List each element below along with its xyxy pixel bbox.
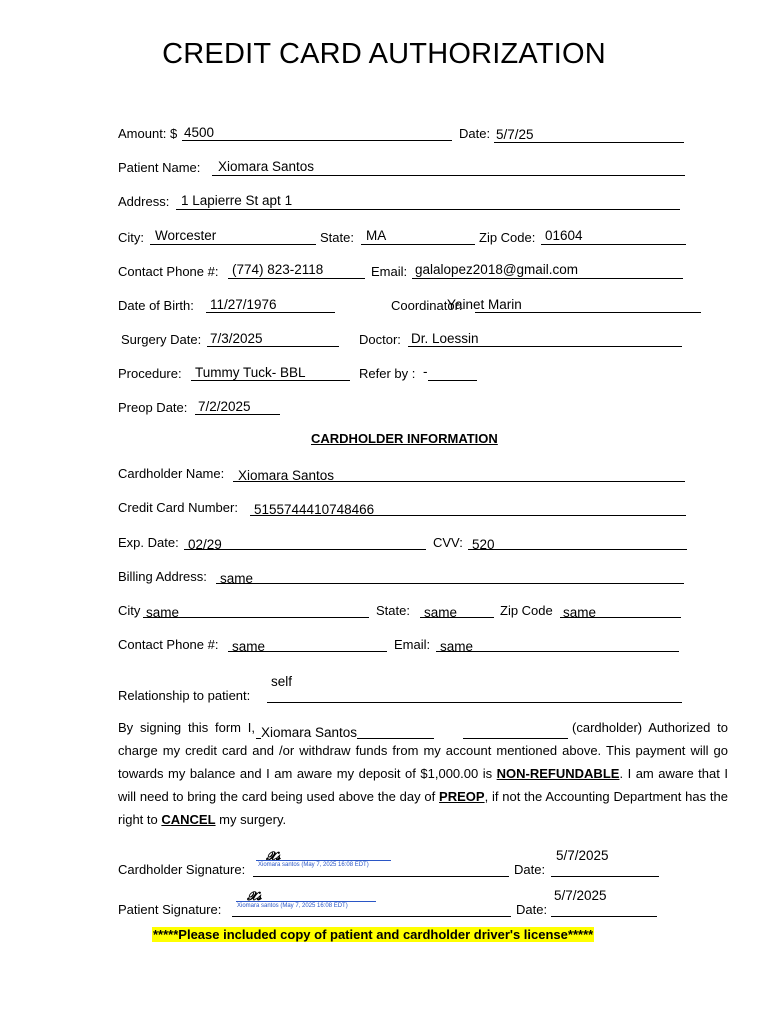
doctor-value[interactable]: Dr. Loessin: [411, 331, 479, 346]
card-number-label: Credit Card Number:: [118, 500, 238, 515]
address-label: Address:: [118, 194, 170, 209]
card-number-value[interactable]: 5155744410748466: [254, 502, 375, 517]
preop-text: PREOP: [439, 789, 485, 804]
exp-value[interactable]: 02/29: [188, 537, 222, 552]
cardholder-name-line: [233, 481, 685, 482]
cvv-label: CVV:: [433, 535, 463, 550]
refer-value[interactable]: -: [423, 364, 428, 379]
ch-phone-value[interactable]: same: [232, 639, 266, 654]
dob-label: Date of Birth:: [118, 298, 194, 313]
zip-line: [541, 244, 686, 245]
date-value[interactable]: 5/7/25: [496, 127, 534, 142]
dob-line: [206, 312, 335, 313]
cardholder-signature-mark: 𝓧𝓼: [266, 849, 281, 863]
amount-label: Amount: $: [118, 126, 178, 141]
phone-label: Contact Phone #:: [118, 264, 219, 279]
cardholder-signature-line[interactable]: [253, 876, 509, 877]
cardholder-signature-stamp: Xiomara santos (May 7, 2025 16:08 EDT): [258, 862, 369, 868]
ch-city-value[interactable]: same: [146, 605, 180, 620]
doctor-label: Doctor:: [359, 332, 401, 347]
card-number-line: [250, 515, 686, 516]
agreement-body: (cardholder) Authorized to charge my credit card and /or withdraw funds from my account mentioned above. This payment will go towards my balance and I am aware my deposit of $1,000.00 is: [118, 720, 728, 781]
page-title: CREDIT CARD AUTHORIZATION: [162, 38, 606, 70]
ch-state-line: [420, 617, 494, 618]
doctor-line: [408, 346, 682, 347]
patient-name-value[interactable]: Xiomara Santos: [218, 159, 315, 174]
relationship-label: Relationship to patient:: [118, 688, 251, 703]
cardholder-name-value[interactable]: Xiomara Santos: [238, 468, 335, 483]
exp-line: [184, 549, 426, 550]
ch-zip-line: [560, 617, 681, 618]
billing-line: [216, 583, 684, 584]
email-line: [412, 278, 683, 279]
dob-value[interactable]: 11/27/1976: [210, 297, 277, 312]
patient-signature-underline: [236, 901, 376, 902]
amount-value[interactable]: 4500: [184, 125, 215, 140]
non-refundable-text: NON-REFUNDABLE: [496, 766, 620, 781]
ch-email-value[interactable]: same: [440, 639, 474, 654]
amount-line: [182, 140, 452, 141]
surgery-date-label: Surgery Date:: [121, 332, 202, 347]
agreement-part2: . I am aware that I will need to bring the card being used above the day of: [118, 766, 728, 804]
coordinator-label: Coordinator:: [391, 298, 463, 313]
patient-date-label: Date:: [516, 902, 548, 917]
patient-signature-label: Patient Signature:: [118, 902, 222, 917]
patient-date-line: [551, 916, 657, 917]
cardholder-signature-underline: [256, 860, 391, 861]
surgery-date-line: [207, 346, 339, 347]
ch-state-value[interactable]: same: [424, 605, 458, 620]
patient-date-value[interactable]: 5/7/2025: [554, 888, 607, 903]
cardholder-signature-label: Cardholder Signature:: [118, 862, 246, 877]
address-value[interactable]: 1 Lapierre St apt 1: [181, 193, 293, 208]
procedure-line: [191, 380, 350, 381]
date-line: [494, 142, 684, 143]
state-line: [361, 244, 475, 245]
cvv-line: [468, 549, 687, 550]
patient-name-line: [212, 175, 685, 176]
preop-label: Preop Date:: [118, 400, 188, 415]
cardholder-name-label: Cardholder Name:: [118, 466, 225, 481]
agreement-part3: , if not the Accounting Department has the right to: [118, 789, 729, 827]
cardholder-header: CARDHOLDER INFORMATION: [311, 431, 498, 446]
email-value[interactable]: galalopez2018@gmail.com: [415, 262, 579, 277]
agreement-lead: By signing this form I,: [118, 720, 256, 735]
agreement-part4: my surgery.: [219, 812, 287, 827]
ch-city-label: City: [118, 603, 141, 618]
agreement-name[interactable]: Xiomara Santos: [261, 725, 358, 740]
preop-line: [195, 414, 280, 415]
city-value[interactable]: Worcester: [155, 228, 217, 243]
ch-phone-line: [228, 651, 387, 652]
date-label: Date:: [459, 126, 491, 141]
city-line: [150, 244, 316, 245]
license-notice: *****Please included copy of patient and cardholder driver's license*****: [153, 927, 594, 942]
procedure-value[interactable]: Tummy Tuck- BBL: [195, 365, 306, 380]
phone-value[interactable]: (774) 823-2118: [232, 262, 324, 277]
cancel-text: CANCEL: [161, 812, 216, 827]
state-label: State:: [320, 230, 354, 245]
zip-value[interactable]: 01604: [545, 228, 583, 243]
relationship-line: [267, 702, 682, 703]
cvv-value[interactable]: 520: [472, 537, 495, 552]
ch-email-label: Email:: [394, 637, 431, 652]
coordinator-value[interactable]: Yainet Marin: [447, 297, 522, 312]
cardholder-date-line: [551, 876, 659, 877]
patient-signature-line[interactable]: [232, 916, 511, 917]
patient-signature-stamp: Xiomara santos (May 7, 2025 16:08 EDT): [237, 903, 348, 909]
agreement-paragraph: [118, 716, 728, 831]
ch-phone-label: Contact Phone #:: [118, 637, 219, 652]
relationship-value[interactable]: self: [271, 674, 293, 689]
exp-label: Exp. Date:: [118, 535, 179, 550]
refer-label: Refer by :: [359, 366, 416, 381]
billing-label: Billing Address:: [118, 569, 207, 584]
procedure-label: Procedure:: [118, 366, 182, 381]
address-line: [176, 209, 680, 210]
state-value[interactable]: MA: [366, 228, 387, 243]
email-label: Email:: [371, 264, 408, 279]
ch-city-line: [143, 617, 369, 618]
patient-signature-mark: 𝓧𝓼: [247, 889, 262, 903]
cardholder-date-value[interactable]: 5/7/2025: [556, 848, 609, 863]
city-label: City:: [118, 230, 144, 245]
patient-name-label: Patient Name:: [118, 160, 201, 175]
refer-line: [428, 380, 477, 381]
surgery-date-value[interactable]: 7/3/2025: [210, 331, 263, 346]
preop-value[interactable]: 7/2/2025: [198, 399, 251, 414]
ch-state-label: State:: [376, 603, 410, 618]
phone-line: [228, 278, 365, 279]
zip-label: Zip Code:: [479, 230, 536, 245]
billing-value[interactable]: same: [220, 571, 254, 586]
ch-zip-value[interactable]: same: [563, 605, 597, 620]
ch-zip-label: Zip Code: [500, 603, 553, 618]
coordinator-line: [475, 312, 701, 313]
cardholder-date-label: Date:: [514, 862, 546, 877]
ch-email-line: [436, 651, 679, 652]
